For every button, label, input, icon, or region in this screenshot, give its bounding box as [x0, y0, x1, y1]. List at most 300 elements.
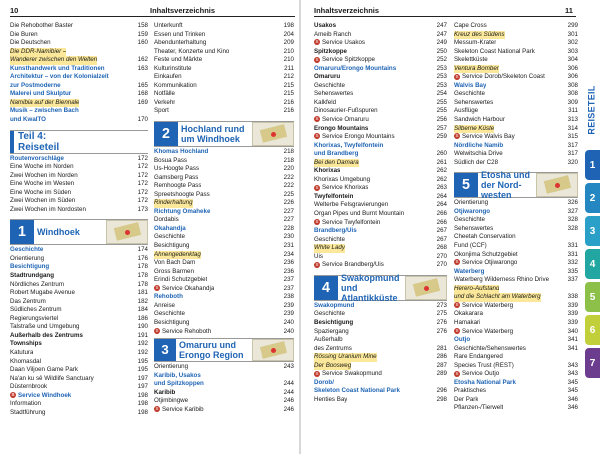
- chapter-heading[interactable]: [454, 170, 578, 201]
- toc-entry[interactable]: [314, 353, 447, 362]
- service-icon: S: [455, 302, 459, 308]
- toc-entry[interactable]: [10, 39, 148, 48]
- service-icon: S: [315, 56, 319, 62]
- toc-entry[interactable]: [454, 233, 578, 242]
- toc-entry[interactable]: [314, 184, 447, 193]
- toc-entry-title: und KwaITO: [10, 116, 46, 124]
- toc-entry-page: [575, 233, 578, 242]
- toc-entry[interactable]: [314, 56, 447, 65]
- toc-entry[interactable]: [454, 251, 578, 260]
- toc-entry[interactable]: [154, 251, 294, 260]
- toc-entry[interactable]: [154, 372, 294, 381]
- toc-entry[interactable]: [10, 306, 148, 315]
- toc-entry-title: Rare Endangered: [454, 353, 503, 361]
- toc-entry-page: 244: [283, 380, 294, 388]
- toc-entry[interactable]: [154, 90, 294, 99]
- toc-entry[interactable]: [10, 392, 148, 401]
- toc-entry-title: Stadtrundgang: [10, 272, 54, 280]
- toc-entry[interactable]: [10, 90, 148, 99]
- toc-entry-page: 195: [137, 366, 148, 374]
- toc-entry-page: 311: [568, 107, 578, 115]
- chapter-map-thumbnail: [405, 276, 447, 300]
- chapter-tab-2[interactable]: 2: [585, 183, 600, 213]
- toc-entry-page: 276: [436, 318, 447, 326]
- toc-entry[interactable]: [154, 380, 294, 389]
- toc-entry[interactable]: [314, 142, 447, 151]
- toc-entry-title: Karibib, Usakos: [154, 371, 201, 379]
- toc-entry[interactable]: [314, 219, 447, 228]
- toc-entry[interactable]: [454, 107, 578, 116]
- toc-entry[interactable]: [314, 167, 447, 176]
- toc-entry[interactable]: [10, 163, 148, 172]
- toc-entry-title: Verkehr: [154, 98, 176, 106]
- toc-entry[interactable]: [454, 99, 578, 108]
- toc-entry-page: 339: [567, 318, 578, 326]
- toc-entry[interactable]: [314, 82, 447, 91]
- toc-entry[interactable]: [10, 107, 148, 116]
- toc-entry[interactable]: [454, 225, 578, 234]
- service-icon: S: [455, 370, 459, 376]
- toc-entry-title: Geschichte: [154, 233, 185, 241]
- toc-entry[interactable]: [314, 396, 447, 405]
- toc-entry[interactable]: [454, 242, 578, 251]
- toc-entry-page: 266: [436, 218, 447, 226]
- toc-entry-title: Spreetshoogte Pass: [154, 190, 210, 198]
- toc-entry[interactable]: [10, 73, 148, 82]
- toc-entry-page: 197: [137, 374, 148, 382]
- toc-entry-page: 260: [436, 150, 447, 158]
- toc-entry[interactable]: [454, 159, 578, 168]
- toc-entry[interactable]: [154, 310, 294, 319]
- toc-entry[interactable]: [154, 191, 294, 200]
- toc-entry-page: 216: [283, 98, 294, 106]
- toc-entry[interactable]: [314, 99, 447, 108]
- toc-entry[interactable]: [454, 302, 578, 311]
- toc-entry-page: 178: [137, 263, 148, 271]
- toc-entry[interactable]: [454, 65, 578, 74]
- toc-entry-page: 173: [137, 205, 148, 213]
- toc-entry-title: Okakarara: [454, 310, 483, 318]
- toc-entry[interactable]: [154, 242, 294, 251]
- toc-entry[interactable]: [314, 244, 447, 253]
- toc-entry-page: 182: [137, 297, 148, 305]
- toc-entry[interactable]: [314, 90, 447, 99]
- toc-entry[interactable]: [10, 281, 148, 290]
- toc-entry[interactable]: [10, 116, 148, 125]
- toc-entry[interactable]: [154, 48, 294, 57]
- toc-entry-page: 162: [137, 56, 148, 64]
- toc-entry[interactable]: [454, 353, 578, 362]
- toc-entry[interactable]: [10, 82, 148, 91]
- toc-entry[interactable]: [154, 174, 294, 183]
- toc-entry[interactable]: [154, 319, 294, 328]
- toc-entry-page: 176: [137, 254, 148, 262]
- toc-entry[interactable]: [314, 65, 447, 74]
- toc-entry[interactable]: [154, 225, 294, 234]
- toc-entry-title: Besichtigung: [154, 318, 190, 326]
- toc-entry-title: Rinderhaltung: [154, 199, 193, 207]
- toc-entry[interactable]: [314, 39, 447, 48]
- toc-entry[interactable]: [314, 193, 447, 202]
- toc-entry[interactable]: [154, 65, 294, 74]
- toc-entry[interactable]: [314, 328, 447, 337]
- toc-entry[interactable]: [454, 310, 578, 319]
- toc-entry-title: Bei den Damara: [314, 158, 359, 166]
- toc-entry[interactable]: [10, 56, 148, 65]
- toc-entry[interactable]: [454, 73, 578, 82]
- toc-entry[interactable]: [454, 396, 578, 405]
- right-page-number: 11: [565, 6, 573, 15]
- toc-entry[interactable]: [10, 409, 148, 418]
- toc-entry[interactable]: [314, 150, 447, 159]
- chapter-tab-3[interactable]: 3: [585, 216, 600, 246]
- toc-entry[interactable]: [314, 362, 447, 371]
- toc-entry-page: 270: [436, 261, 447, 269]
- toc-entry[interactable]: [454, 208, 578, 217]
- toc-entry[interactable]: [314, 236, 447, 245]
- toc-entry-title: Besichtigung: [154, 242, 190, 250]
- toc-entry-page: 222: [283, 182, 294, 190]
- toc-entry[interactable]: [10, 206, 148, 215]
- toc-entry-title: Rössing Uranium Mine: [314, 353, 377, 361]
- toc-entry[interactable]: [154, 31, 294, 40]
- toc-entry[interactable]: [454, 22, 578, 31]
- toc-entry[interactable]: [314, 201, 447, 210]
- toc-entry[interactable]: [454, 345, 578, 354]
- toc-entry[interactable]: [10, 189, 148, 198]
- toc-entry-page: 249: [436, 39, 447, 47]
- toc-entry-page: 210: [283, 47, 294, 55]
- toc-entry[interactable]: [454, 150, 578, 159]
- toc-entry[interactable]: [454, 142, 578, 151]
- toc-entry-page: [444, 336, 447, 345]
- toc-entry[interactable]: [10, 340, 148, 349]
- toc-entry-page: 227: [283, 207, 294, 215]
- toc-entry[interactable]: [454, 216, 578, 225]
- toc-entry-title: Praktisches: [454, 387, 486, 395]
- toc-entry-title: Außerhalb: [314, 336, 343, 344]
- toc-entry-title: des Zentrums: [314, 344, 352, 352]
- toc-entry[interactable]: [10, 180, 148, 189]
- toc-entry-page: 335: [567, 267, 578, 275]
- toc-entry-page: 252: [436, 56, 447, 64]
- toc-entry-page: 266: [436, 210, 447, 218]
- toc-entry[interactable]: [10, 22, 148, 31]
- left-header-rule: [10, 16, 295, 17]
- service-icon: S: [155, 327, 159, 333]
- toc-entry-page: 197: [137, 383, 148, 391]
- toc-entry-page: [444, 142, 447, 151]
- toc-entry[interactable]: [10, 172, 148, 181]
- toc-entry[interactable]: [454, 259, 578, 268]
- toc-entry-page: 184: [137, 306, 148, 314]
- toc-entry[interactable]: [154, 107, 294, 116]
- service-icon: S: [315, 370, 319, 376]
- toc-entry-page: [575, 285, 578, 294]
- part-heading[interactable]: [10, 130, 148, 154]
- toc-entry[interactable]: [154, 56, 294, 65]
- toc-entry[interactable]: [10, 155, 148, 164]
- toc-entry[interactable]: [154, 216, 294, 225]
- toc-entry[interactable]: [454, 336, 578, 345]
- toc-entry[interactable]: [10, 263, 148, 272]
- toc-entry-page: 313: [567, 116, 578, 124]
- toc-entry-title: Information: [10, 400, 41, 408]
- toc-entry-title: Stadtführung: [10, 408, 46, 416]
- toc-entry[interactable]: [154, 363, 294, 372]
- toc-entry-page: 227: [283, 216, 294, 224]
- toc-entry[interactable]: [10, 31, 148, 40]
- toc-entry-page: 317: [567, 150, 578, 158]
- toc-entry-page: 345: [567, 378, 578, 386]
- toc-entry[interactable]: [314, 336, 447, 345]
- toc-entry-title: Service Brandberg/Uis: [322, 261, 384, 269]
- toc-entry-title: Besichtigung: [10, 263, 50, 271]
- toc-entry-title: und die Schlacht am Waterberg: [454, 293, 541, 301]
- toc-entry[interactable]: [454, 268, 578, 277]
- toc-entry-title: Eine Woche im Norden: [10, 163, 74, 171]
- toc-entry[interactable]: [10, 298, 148, 307]
- toc-entry[interactable]: [154, 302, 294, 311]
- toc-entry-page: 236: [283, 267, 294, 275]
- toc-entry-page: 261: [436, 158, 447, 166]
- toc-entry-title: Geschichte: [454, 216, 485, 224]
- chapter-heading[interactable]: [154, 338, 294, 362]
- toc-entry[interactable]: [10, 358, 148, 367]
- toc-entry[interactable]: [314, 31, 447, 40]
- toc-entry[interactable]: [314, 345, 447, 354]
- toc-entry-page: 218: [283, 156, 294, 164]
- toc-entry-title: Service Usakos: [322, 39, 365, 47]
- chapter-title: Swakopmund und Atlantikküste: [341, 272, 400, 303]
- toc-entry[interactable]: [10, 349, 148, 358]
- toc-entry[interactable]: [454, 379, 578, 388]
- toc-entry-title: Service Erongo Mountains: [322, 133, 395, 141]
- toc-entry-title: Geschichte: [314, 81, 345, 89]
- toc-entry[interactable]: [314, 73, 447, 82]
- toc-entry-title: Dinosaurier-Fußspuren: [314, 107, 378, 115]
- toc-entry-page: 255: [436, 98, 447, 106]
- toc-entry[interactable]: [154, 259, 294, 268]
- chapter-tab-1[interactable]: 1: [585, 150, 600, 180]
- toc-entry-page: 327: [567, 207, 578, 215]
- toc-entry[interactable]: [314, 310, 447, 319]
- toc-entry[interactable]: [154, 285, 294, 294]
- toc-entry[interactable]: [154, 397, 294, 406]
- toc-entry-title: Service Khorixas: [322, 184, 369, 192]
- toc-entry[interactable]: [454, 370, 578, 379]
- toc-entry-title: Swakopmund: [314, 301, 355, 309]
- toc-entry[interactable]: [314, 210, 447, 219]
- toc-entry-title: Regierungsviertel: [10, 314, 59, 322]
- toc-entry-title: Organ Pipes und Burnt Mountain: [314, 210, 405, 218]
- toc-entry-page: 240: [283, 318, 294, 326]
- toc-entry[interactable]: [154, 73, 294, 82]
- toc-entry-title: Otjimbingwe: [154, 397, 189, 405]
- toc-entry-title: Routenvorschläge: [10, 154, 64, 162]
- toc-entry-page: 181: [137, 289, 148, 297]
- toc-entry-page: 186: [137, 314, 148, 322]
- toc-entry[interactable]: [154, 293, 294, 302]
- toc-entry-title: Nördliches Zentrum: [10, 280, 64, 288]
- toc-entry[interactable]: [10, 272, 148, 281]
- toc-entry-title: Na'an ku sê Wildlife Sanctuary: [10, 374, 94, 382]
- toc-entry-page: 191: [137, 331, 148, 339]
- toc-entry-title: Kunsthandwerk und Traditionen: [10, 64, 105, 72]
- toc-entry[interactable]: [10, 375, 148, 384]
- chapter-tab-5[interactable]: 5: [585, 282, 600, 312]
- toc-entry[interactable]: [154, 182, 294, 191]
- toc-entry-page: 211: [284, 64, 294, 72]
- chapter-number: 2: [154, 122, 178, 146]
- toc-entry[interactable]: [454, 293, 578, 302]
- toc-entry-page: 158: [137, 22, 148, 29]
- chapter-tab-4[interactable]: 4: [585, 249, 600, 279]
- toc-entry[interactable]: [454, 82, 578, 91]
- left-running-title: Inhaltsverzeichnis: [150, 6, 216, 15]
- toc-entry[interactable]: [314, 107, 447, 116]
- toc-entry[interactable]: [454, 116, 578, 125]
- toc-entry[interactable]: [10, 315, 148, 324]
- toc-entry[interactable]: [314, 319, 447, 328]
- toc-entry-title: Service Rehoboth: [162, 327, 212, 335]
- toc-entry-page: 262: [436, 175, 447, 183]
- chapter-tab-7[interactable]: 7: [585, 348, 600, 378]
- toc-entry[interactable]: [154, 328, 294, 337]
- toc-entry[interactable]: [454, 39, 578, 48]
- toc-entry-title: Daan Viljoen Game Park: [10, 366, 78, 374]
- toc-entry[interactable]: [10, 48, 148, 57]
- chapter-tab-6[interactable]: 6: [585, 315, 600, 345]
- service-icon: S: [455, 73, 459, 79]
- toc-entry[interactable]: [314, 159, 447, 168]
- toc-entry-title: Orientierung: [454, 199, 489, 207]
- toc-entry[interactable]: [154, 406, 294, 415]
- toc-entry-page: [444, 379, 447, 388]
- toc-entry-page: 314: [567, 124, 578, 132]
- toc-entry[interactable]: [454, 31, 578, 40]
- toc-entry-title: Zwei Wochen im Nordosten: [10, 205, 86, 213]
- toc-entry-title: Geschichte: [154, 310, 185, 318]
- toc-entry[interactable]: [314, 227, 447, 236]
- toc-column-4: [454, 22, 578, 413]
- toc-entry[interactable]: [154, 199, 294, 208]
- toc-entry[interactable]: [314, 302, 447, 311]
- toc-entry-page: 253: [436, 73, 447, 81]
- toc-entry[interactable]: [454, 90, 578, 99]
- toc-entry[interactable]: [10, 332, 148, 341]
- toc-entry[interactable]: [10, 197, 148, 206]
- toc-entry-page: 263: [436, 184, 447, 192]
- toc-entry-page: 268: [436, 244, 447, 252]
- toc-entry[interactable]: [154, 148, 294, 157]
- toc-entry[interactable]: [154, 233, 294, 242]
- toc-entry[interactable]: [154, 157, 294, 166]
- toc-entry-page: 216: [283, 107, 294, 115]
- toc-entry[interactable]: [314, 379, 447, 388]
- toc-entry-title: Hamakari: [454, 318, 481, 326]
- toc-entry[interactable]: [154, 208, 294, 217]
- toc-entry[interactable]: [154, 22, 294, 31]
- toc-entry[interactable]: [10, 246, 148, 255]
- toc-entry[interactable]: [314, 116, 447, 125]
- toc-entry-page: 192: [137, 348, 148, 356]
- toc-entry[interactable]: [314, 261, 447, 270]
- toc-entry[interactable]: [154, 276, 294, 285]
- toc-entry[interactable]: [454, 328, 578, 337]
- toc-entry[interactable]: [154, 165, 294, 174]
- toc-entry-title: Sehenswertes: [314, 90, 354, 98]
- toc-entry[interactable]: [10, 366, 148, 375]
- toc-entry-title: Außerhalb des Zentrums: [10, 331, 83, 339]
- toc-entry[interactable]: [454, 56, 578, 65]
- toc-entry[interactable]: [10, 383, 148, 392]
- toc-entry-page: 159: [137, 30, 148, 38]
- toc-entry-page: 308: [567, 81, 578, 89]
- toc-entry-title: Das Zentrum: [10, 297, 46, 305]
- toc-entry[interactable]: [10, 400, 148, 409]
- toc-entry[interactable]: [314, 253, 447, 262]
- toc-entry[interactable]: [10, 99, 148, 108]
- toc-entry-page: 286: [436, 353, 447, 361]
- toc-column-3: [314, 22, 447, 404]
- toc-entry[interactable]: [10, 65, 148, 74]
- toc-entry[interactable]: [154, 389, 294, 398]
- toc-entry[interactable]: [454, 404, 578, 413]
- toc-entry-title: Service Swakopmund: [322, 370, 382, 378]
- toc-entry[interactable]: [454, 362, 578, 371]
- toc-entry[interactable]: [454, 48, 578, 57]
- toc-entry[interactable]: [314, 176, 447, 185]
- toc-entry-page: 172: [137, 163, 148, 171]
- toc-entry[interactable]: [154, 99, 294, 108]
- toc-entry[interactable]: [454, 276, 578, 285]
- toc-entry-page: 340: [567, 327, 578, 335]
- toc-entry[interactable]: [154, 39, 294, 48]
- toc-entry[interactable]: [454, 319, 578, 328]
- toc-entry[interactable]: [10, 289, 148, 298]
- toc-entry[interactable]: [314, 48, 447, 57]
- toc-entry[interactable]: [454, 387, 578, 396]
- toc-entry-page: 259: [436, 133, 447, 141]
- toc-entry-title: Khomasdal: [10, 357, 41, 365]
- toc-entry-page: 192: [137, 340, 148, 348]
- toc-entry-title: Etosha National Park: [454, 378, 516, 386]
- toc-entry-title: Kreuz des Südens: [454, 30, 505, 38]
- toc-entry[interactable]: [10, 255, 148, 264]
- toc-entry[interactable]: [314, 125, 447, 134]
- toc-entry-page: 170: [137, 116, 148, 124]
- toc-entry[interactable]: [454, 125, 578, 134]
- toc-entry[interactable]: [154, 82, 294, 91]
- toc-entry[interactable]: [314, 387, 447, 396]
- toc-entry[interactable]: [454, 285, 578, 294]
- chapter-heading[interactable]: [10, 219, 148, 245]
- chapter-heading[interactable]: [314, 272, 447, 303]
- toc-entry[interactable]: [314, 370, 447, 379]
- toc-entry-title: Service Twyfelfontein: [322, 218, 381, 226]
- toc-entry[interactable]: [454, 133, 578, 142]
- toc-entry[interactable]: [314, 133, 447, 142]
- toc-entry[interactable]: [10, 323, 148, 332]
- toc-entry-page: 228: [283, 224, 294, 232]
- toc-entry[interactable]: [454, 199, 578, 208]
- toc-column-2: [154, 22, 294, 414]
- chapter-heading[interactable]: [154, 121, 294, 147]
- toc-entry[interactable]: [154, 268, 294, 277]
- toc-entry-title: Walvis Bay: [454, 81, 487, 89]
- toc-entry[interactable]: [314, 22, 447, 31]
